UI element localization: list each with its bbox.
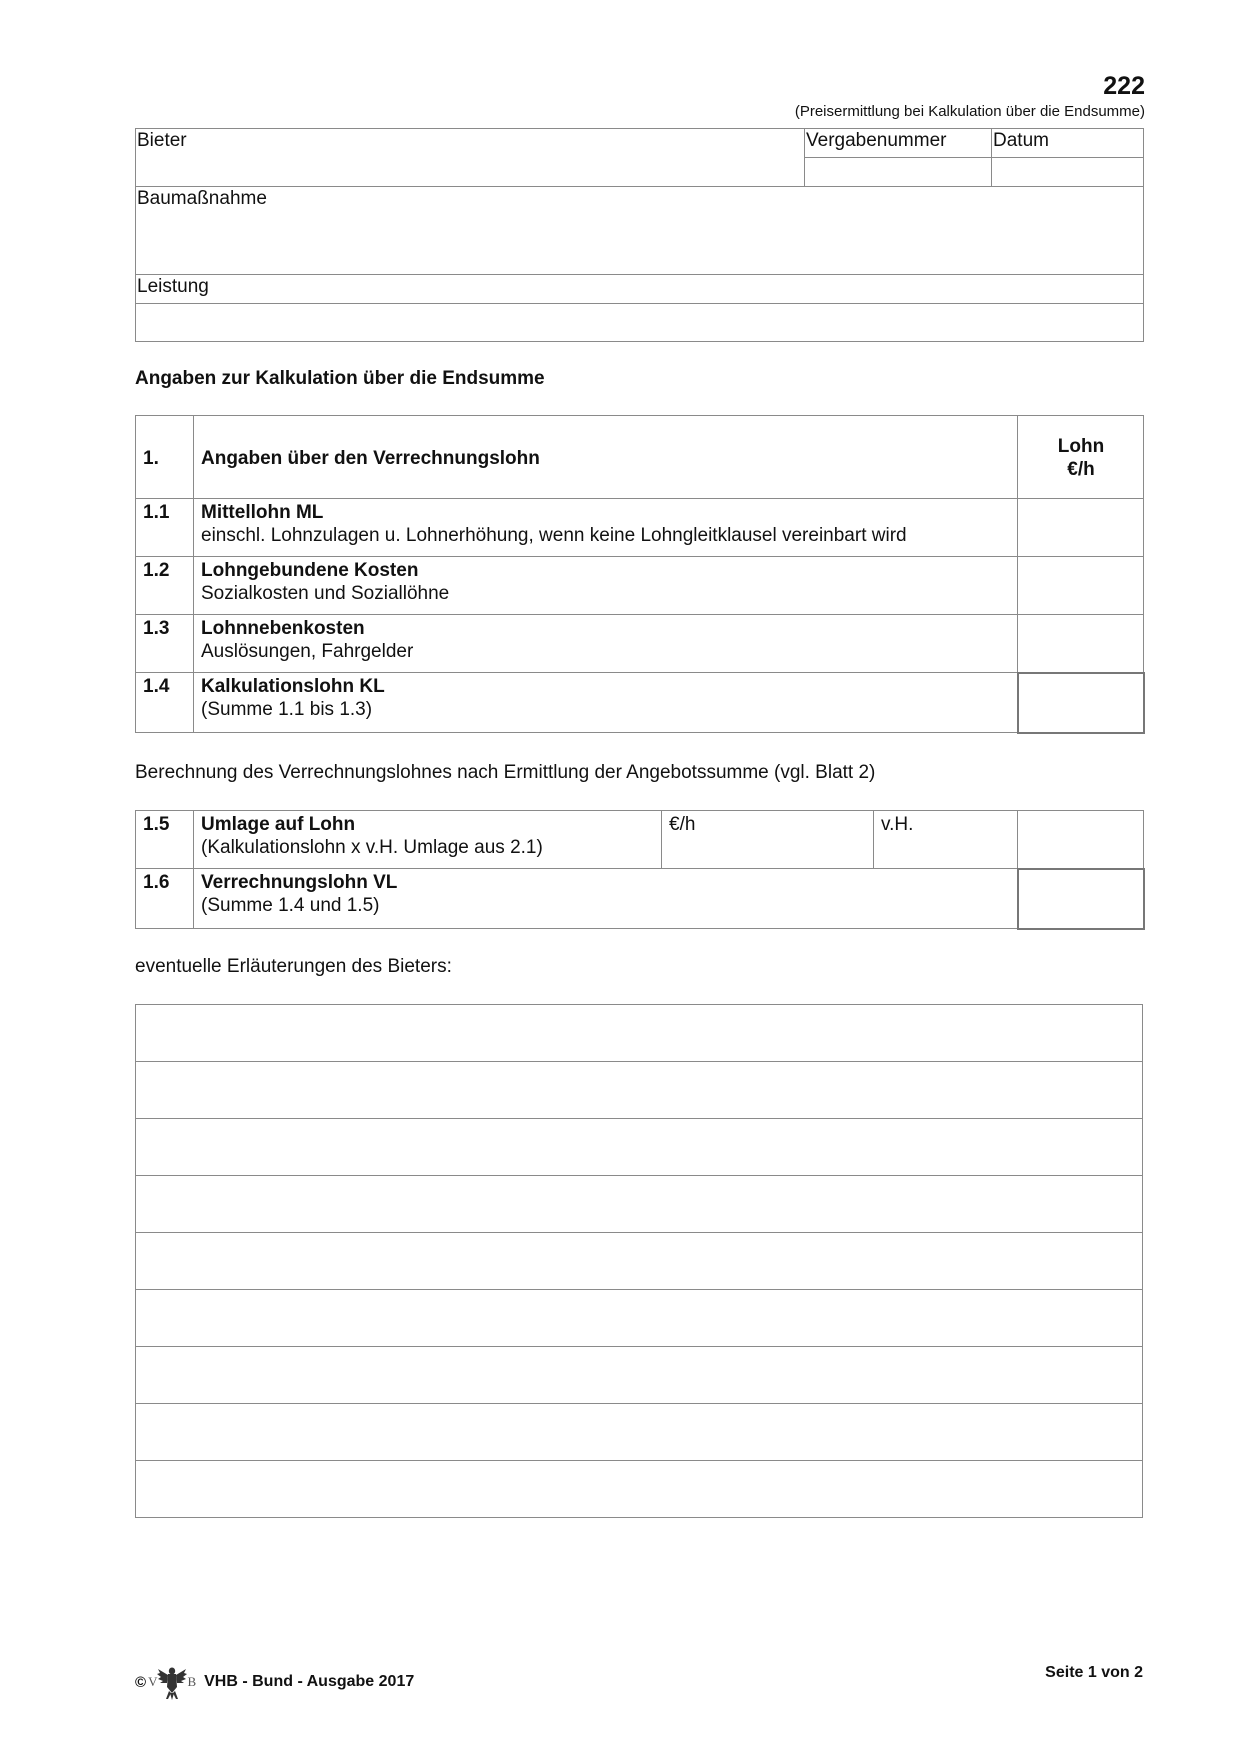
row-num: 1.3 [136, 615, 194, 673]
footer-left [135, 1663, 414, 1701]
remarks-line[interactable] [136, 1062, 1143, 1119]
remarks-line[interactable] [136, 1290, 1143, 1347]
remarks-line[interactable] [136, 1119, 1143, 1176]
row-title: Kalkulationslohn KL [201, 676, 385, 697]
row-text [194, 811, 662, 869]
kalkulationslohn-sum-field[interactable] [1018, 673, 1144, 733]
bieter-label: Bieter [137, 130, 187, 151]
remarks-line[interactable] [136, 1176, 1143, 1233]
remarks-table [135, 1004, 1143, 1518]
leistung-field[interactable] [136, 304, 1144, 342]
row-title: Umlage auf Lohn [201, 814, 356, 835]
table-row [136, 499, 1144, 557]
vhb-logo [148, 1663, 196, 1701]
wage-table [135, 415, 1145, 734]
calc-note: Berechnung des Verrechnungslohnes nach Ermittlung der Angebotssumme (vgl. Blatt 2) [135, 762, 876, 783]
row-desc: einschl. Lohnzulagen u. Lohnerhöhung, wenn keine Lohngleitklausel vereinbart wird [201, 525, 907, 546]
umlage-value-field[interactable] [1018, 811, 1144, 869]
table-row [136, 869, 1144, 929]
remarks-line[interactable] [136, 1404, 1143, 1461]
lohn-unit: €/h [1067, 459, 1095, 480]
row-num: 1.2 [136, 557, 194, 615]
row-num: 1.6 [136, 869, 194, 929]
datum-field[interactable] [992, 158, 1144, 187]
remarks-label: eventuelle Erläuterungen des Bieters: [135, 956, 452, 977]
row-num: 1.4 [136, 673, 194, 733]
remarks-line[interactable] [136, 1233, 1143, 1290]
leistung-label: Leistung [136, 275, 1144, 304]
calc-table [135, 810, 1145, 930]
table-row [136, 557, 1144, 615]
form-number: 222 [1103, 72, 1145, 100]
bieter-cell[interactable] [136, 129, 805, 187]
row-desc: (Summe 1.1 bis 1.3) [201, 699, 373, 720]
row-num: 1.1 [136, 499, 194, 557]
row-desc: Auslösungen, Fahrgelder [201, 641, 414, 662]
baumassnahme-label: Baumaßnahme [137, 188, 267, 209]
copyright-symbol: © [135, 1673, 147, 1691]
percent-unit: v.H. [881, 814, 914, 835]
row-num: 1.5 [136, 811, 194, 869]
vergabenummer-field[interactable] [805, 158, 992, 187]
bidder-info-table [135, 128, 1144, 342]
table-row [136, 811, 1144, 869]
vergabenummer-label: Vergabenummer [805, 129, 992, 158]
row-text [194, 673, 1018, 733]
row-text [194, 615, 1018, 673]
umlage-percent-field[interactable] [874, 811, 1018, 869]
page-number: Seite 1 von 2 [1045, 1664, 1143, 1681]
table-row [136, 615, 1144, 673]
lohngebundene-kosten-value-field[interactable] [1018, 557, 1144, 615]
row-text [194, 869, 1018, 929]
row-title: Lohngebundene Kosten [201, 560, 419, 581]
edition-text: VHB - Bund - Ausgabe 2017 [204, 1673, 415, 1690]
baumassnahme-field[interactable] [136, 187, 1144, 275]
row-desc: Sozialkosten und Soziallöhne [201, 583, 450, 604]
table-row [136, 673, 1144, 733]
row-title: Verrechnungslohn VL [201, 872, 398, 893]
federal-eagle-icon [157, 1663, 187, 1701]
remarks-line[interactable] [136, 1347, 1143, 1404]
datum-label: Datum [992, 129, 1144, 158]
header-title: Angaben über den Verrechnungslohn [194, 416, 1018, 499]
mittellohn-value-field[interactable] [1018, 499, 1144, 557]
form-subtitle: (Preisermittlung bei Kalkulation über die Endsumme) [794, 103, 1145, 120]
header-num: 1. [136, 416, 194, 499]
row-title: Lohnnebenkosten [201, 618, 365, 639]
euro-per-hour-unit: €/h [669, 814, 696, 835]
row-desc: (Summe 1.4 und 1.5) [201, 895, 380, 916]
logo-letter-v: V [148, 1674, 158, 1689]
row-desc: (Kalkulationslohn x v.H. Umlage aus 2.1) [201, 837, 543, 858]
wage-table-header [136, 416, 1144, 499]
verrechnungslohn-sum-field[interactable] [1018, 869, 1144, 929]
row-text [194, 499, 1018, 557]
lohn-label: Lohn [1057, 436, 1105, 457]
lohnnebenkosten-value-field[interactable] [1018, 615, 1144, 673]
remarks-line[interactable] [136, 1461, 1143, 1518]
remarks-line[interactable] [136, 1005, 1143, 1062]
logo-letter-b: B [187, 1674, 197, 1689]
lohn-column-header [1018, 416, 1144, 499]
umlage-euro-field[interactable] [662, 811, 874, 869]
row-title: Mittellohn ML [201, 502, 324, 523]
section-heading: Angaben zur Kalkulation über die Endsumme [135, 368, 545, 389]
row-text [194, 557, 1018, 615]
